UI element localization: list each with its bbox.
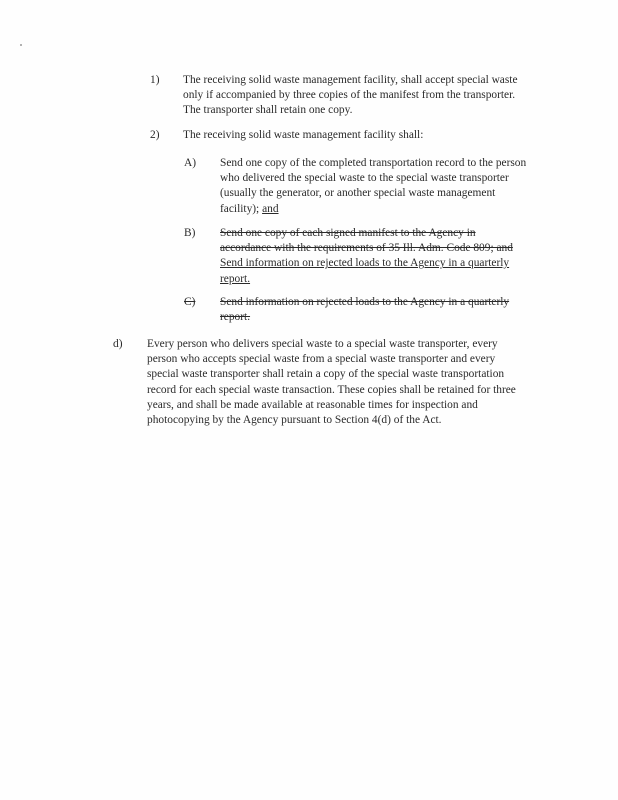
item-d-line: person who accepts special waste from a special waste transporter and every [147,353,496,366]
item-b-struck-line: Send one copy of each signed manifest to the Agency in [220,227,476,239]
item-b-added-line: Send information on rejected loads to the Agency in a quarterly [220,257,510,270]
item-a-text [220,156,526,217]
item-b-added-line: report. [220,272,251,285]
item-1-line: The receiving solid waste management facility, shall accept special waste [183,74,518,86]
item-a-last-line [220,202,526,217]
item-1-text [183,73,518,119]
item-b-label: B) [184,227,196,239]
item-a-line: Send one copy of the completed transportation record to the person [220,157,527,169]
item-c-struck-line: report. [220,311,251,324]
item-1-line: only if accompanied by three copies of the manifest from the transporter. [183,89,516,102]
item-c-text [220,295,509,325]
scan-speck [20,44,22,46]
item-b-struck-line: accordance with the requirements of 35 Ill. Adm. Code 809; and [220,242,513,255]
item-d-line: years, and shall be made available at reasonable times for inspection and [147,398,478,411]
item-c-struck-line: Send information on rejected loads to the Agency in a quarterly [220,296,510,308]
item-d-line: Every person who delivers special waste to a special waste transporter, every [147,338,498,350]
item-a-label: A) [184,157,197,169]
item-d-line: photocopying by the Agency pursuant to Section 4(d) of the Act. [147,414,442,427]
item-2-label: 2) [150,129,160,141]
item-d-line: special waste transporter shall retain a copy of the special waste transportation [147,368,505,381]
item-d-line: record for each special waste transaction. These copies shall be retained for three [147,383,516,396]
item-d-label: d) [113,338,123,350]
item-c-label: C) [184,296,196,308]
item-a-line: who delivered the special waste to the special waste transporter [220,172,509,185]
item-a-added-and: and [262,202,279,215]
item-2-text: The receiving solid waste management facility shall: [183,129,424,141]
item-b-text [220,226,513,287]
item-1-label: 1) [150,74,160,86]
item-1-line: The transporter shall retain one copy. [183,104,353,117]
item-d-text [147,337,516,428]
item-a-line: facility); [220,202,260,215]
item-a-line: (usually the generator, or another special waste management [220,187,496,200]
